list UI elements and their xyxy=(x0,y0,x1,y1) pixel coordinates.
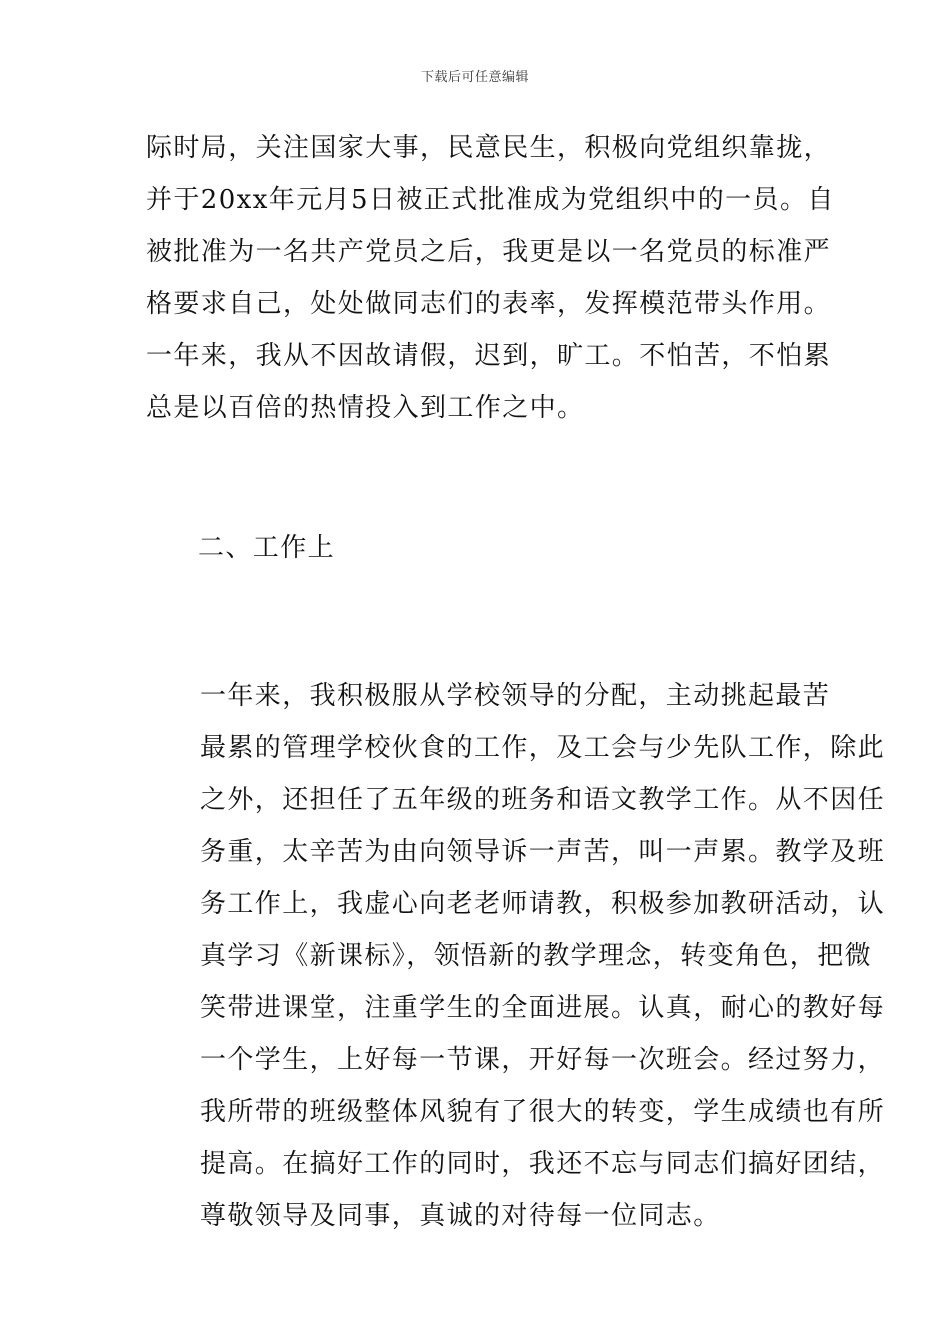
text-line: 被批准为一名共产党员之后，我更是以一名党员的标准严 xyxy=(146,237,832,267)
text-line: 一个学生，上好每一节课，开好每一次班会。经过努力， xyxy=(200,1045,886,1075)
text-line: 真学习《新课标》，领悟新的教学理念，转变角色，把微 xyxy=(200,941,873,971)
text-line: 最累的管理学校伙食的工作，及工会与少先队工作，除此 xyxy=(200,733,886,763)
text-line: 务工作上，我虚心向老老师请教，积极参加教研活动，认 xyxy=(200,889,886,919)
text-line: 之外，还担任了五年级的班务和语文教学工作。从不因任 xyxy=(200,785,886,815)
text-line: 际时局，关注国家大事，民意民生，积极向党组织靠拢， xyxy=(146,133,832,163)
paragraph-party-membership xyxy=(146,122,835,434)
text-line: 尊敬领导及同事，真诚的对待每一位同志。 xyxy=(200,1201,721,1231)
text-line: 总是以百倍的热情投入到工作之中。 xyxy=(146,393,585,423)
text-line: 一年来，我从不因故请假，迟到，旷工。不怕苦，不怕累 xyxy=(146,341,832,371)
header-note: 下载后可任意编辑 xyxy=(420,70,529,85)
paragraph-work xyxy=(146,670,886,1242)
text-line: 一年来，我积极服从学校领导的分配，主动挑起最苦 xyxy=(200,681,831,711)
text-line: 并于20xx年元月5日被正式批准成为党组织中的一员。自 xyxy=(146,185,835,215)
text-line: 提高。在搞好工作的同时，我还不忘与同志们搞好团结， xyxy=(200,1149,886,1179)
text-line: 笑带进课堂，注重学生的全面进展。认真，耐心的教好每 xyxy=(200,993,886,1023)
text-line: 我所带的班级整体风貌有了很大的转变，学生成绩也有所 xyxy=(200,1097,886,1127)
section-heading-work: 二、工作上 xyxy=(198,533,336,563)
text-line: 格要求自己，处处做同志们的表率，发挥模范带头作用。 xyxy=(146,289,832,319)
text-line: 务重，太辛苦为由向领导诉一声苦，叫一声累。教学及班 xyxy=(200,837,886,867)
